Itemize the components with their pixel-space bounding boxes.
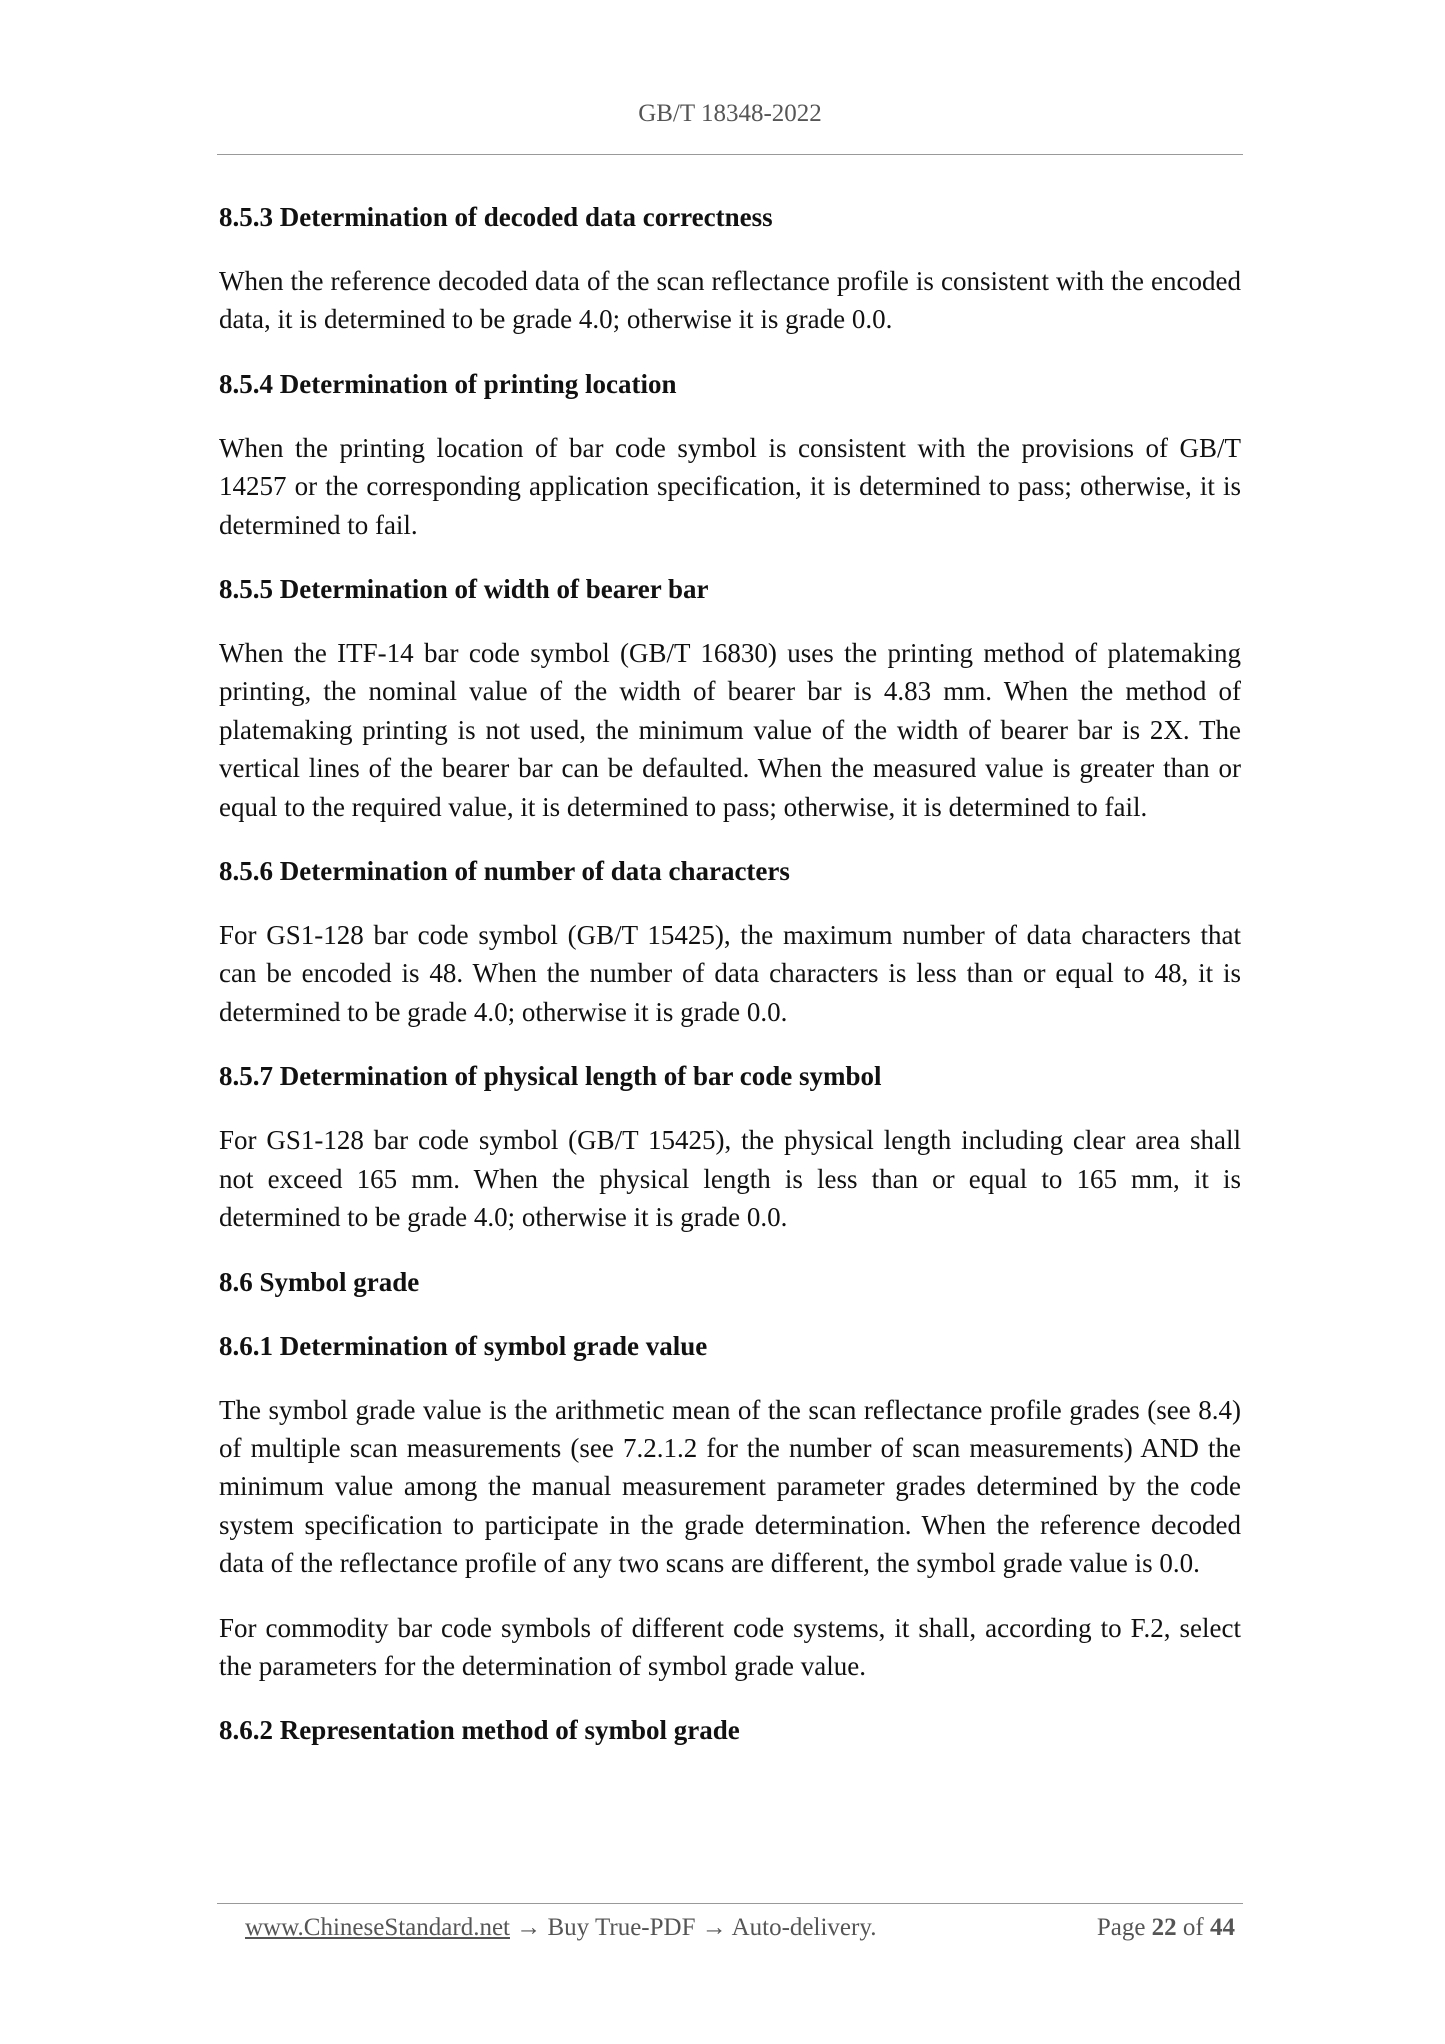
document-body (219, 198, 1241, 1775)
page-footer (245, 1914, 1235, 1942)
page-label: Page (1096, 1914, 1146, 1941)
buy-text: Buy True-PDF (547, 1914, 696, 1941)
section-paragraph: For commodity bar code symbols of different code systems, it shall, according to F.2, select the parameters for the determination of symbol grade value. (219, 1612, 1241, 1681)
page-total: 44 (1210, 1914, 1235, 1941)
arrow-icon: → (516, 1914, 542, 1941)
footer-promo (245, 1914, 876, 1942)
footer-divider (217, 1903, 1243, 1904)
section-heading: 8.5.4 Determination of printing location (219, 368, 677, 399)
page-number: 22 (1151, 1914, 1177, 1941)
section-heading: 8.5.3 Determination of decoded data correctness (219, 202, 773, 232)
delivery-text: Auto-delivery. (731, 1914, 877, 1941)
of-label: of (1182, 1914, 1204, 1941)
header-divider (217, 154, 1243, 155)
section-heading: 8.5.6 Determination of number of data characters (219, 856, 790, 887)
section-paragraph: When the ITF-14 bar code symbol (GB/T 16830) uses the printing method of platemaking printing, the nominal value of the width of bearer bar is 4.83 mm. When the method of platemaking printing is not used, the minimum value of the width of bearer bar is 2X. The vertical lines of the bearer bar can be defaulted. When the measured value is greater than or equal to the required value, it is determined to pass; otherwise, it is determined to fail. (219, 638, 1241, 822)
section-paragraph: When the reference decoded data of the scan reflectance profile is consistent with the encoded data, it is determined to be grade 4.0; otherwise it is grade 0.0. (219, 266, 1241, 335)
section-heading: 8.5.5 Determination of width of bearer bar (219, 574, 709, 605)
document-code-header: GB/T 18348-2022 (638, 100, 822, 127)
page-indicator (1097, 1914, 1235, 1942)
section-paragraph: For GS1-128 bar code symbol (GB/T 15425), the physical length including clear area shall not exceed 165 mm. When the physical length is less than or equal to 165 mm, it is determined to be grade 4.0; otherwise it is grade 0.0. (219, 1125, 1241, 1233)
section-paragraph: The symbol grade value is the arithmetic mean of the scan reflectance profile grades (see 8.4) of multiple scan measurements (see 7.2.1.2 for the number of scan measurements) AND the minimum value among the manual measurement parameter grades determined by the code system specification to participate in the grade determination. When the reference decoded data of the reflectance profile of any two scans are different, the symbol grade value is 0.0. (219, 1394, 1241, 1579)
section-heading: 8.6 Symbol grade (219, 1266, 420, 1297)
section-heading: 8.6.1 Determination of symbol grade value (219, 1330, 708, 1361)
section-paragraph: When the printing location of bar code symbol is consistent with the provisions of GB/T 14257 or the corresponding application specification, it is determined to pass; otherwise, it is determined to fail. (219, 432, 1241, 540)
website-link[interactable]: www.ChineseStandard.net (245, 1914, 510, 1941)
section-heading: 8.6.2 Representation method of symbol grade (219, 1715, 740, 1746)
arrow-icon: → (701, 1914, 727, 1941)
section-paragraph: For GS1-128 bar code symbol (GB/T 15425), the maximum number of data characters that can be encoded is 48. When the number of data characters is less than or equal to 48, it is determined to be grade 4.0; otherwise it is grade 0.0. (219, 920, 1241, 1027)
section-heading: 8.5.7 Determination of physical length of bar code symbol (219, 1061, 882, 1092)
